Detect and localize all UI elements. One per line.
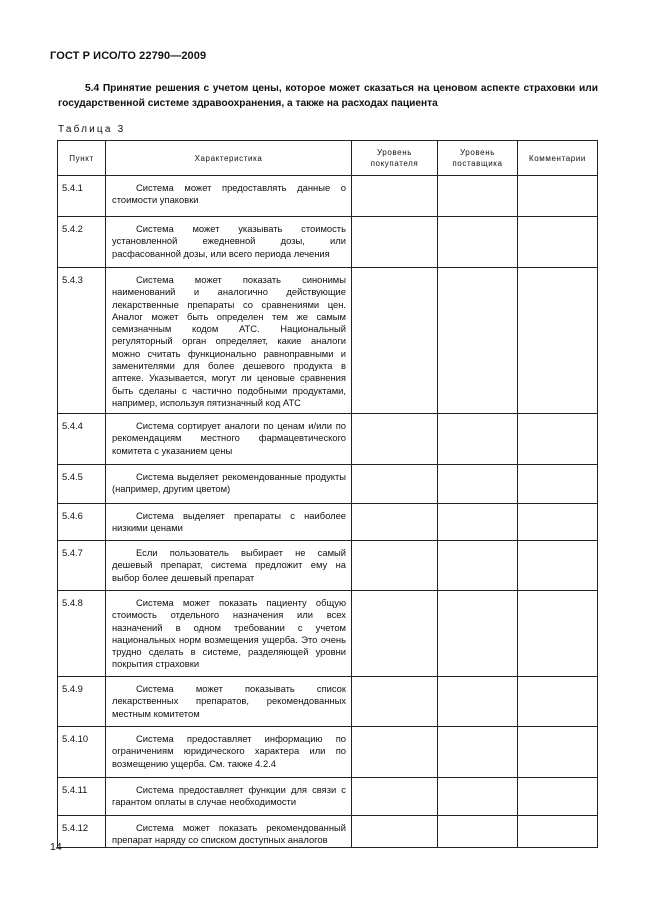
table-row — [58, 414, 598, 465]
page-number: 14 — [50, 841, 62, 853]
buyer-level-cell — [352, 268, 438, 414]
comments-cell — [518, 217, 598, 268]
comments-cell — [518, 677, 598, 727]
comments-cell — [518, 504, 598, 541]
supplier-level-cell — [438, 268, 518, 414]
column-header-characteristic: Характеристика — [106, 141, 352, 176]
buyer-level-cell — [352, 778, 438, 816]
row-description: Система может показывать список лекарственных препаратов, рекомендованных местным комитетом — [112, 683, 346, 719]
supplier-level-cell — [438, 541, 518, 591]
table-row — [58, 816, 598, 848]
supplier-level-cell — [438, 414, 518, 465]
supplier-level-cell — [438, 176, 518, 217]
buyer-level-cell — [352, 541, 438, 591]
comments-cell — [518, 268, 598, 414]
comments-cell — [518, 541, 598, 591]
row-number: 5.4.11 — [58, 778, 106, 816]
buyer-level-cell — [352, 414, 438, 465]
buyer-level-cell — [352, 504, 438, 541]
comments-cell — [518, 465, 598, 504]
document-standard-header: ГОСТ Р ИСО/ТО 22790—2009 — [50, 50, 207, 62]
row-description: Система выделяет рекомендованные продукты (например, другим цветом) — [112, 471, 346, 495]
comments-cell — [518, 816, 598, 848]
table-row — [58, 727, 598, 778]
buyer-level-cell — [352, 176, 438, 217]
comments-cell — [518, 591, 598, 677]
row-description: Если пользователь выбирает не самый дешевый препарат, система предложит ему на выбор более дешевый препарат — [112, 547, 346, 583]
row-number: 5.4.7 — [58, 541, 106, 591]
row-description: Система сортирует аналоги по ценам и/или по рекомендациям местного фармацевтического комитета с указанием цены — [112, 420, 346, 456]
row-description: Система предоставляет функции для связи с гарантом оплаты в случае необходимости — [112, 784, 346, 808]
supplier-level-cell — [438, 504, 518, 541]
table-row — [58, 677, 598, 727]
supplier-level-cell — [438, 727, 518, 778]
row-description: Система выделяет препараты с наиболее низкими ценами — [112, 510, 346, 534]
section-title: 5.4 Принятие решения с учетом цены, которое может сказаться на ценовом аспекте страховки или государственной системе здравоохранения, а также на расходах пациента — [58, 83, 598, 109]
row-number: 5.4.8 — [58, 591, 106, 677]
table-row — [58, 268, 598, 414]
supplier-level-cell — [438, 217, 518, 268]
row-number: 5.4.1 — [58, 176, 106, 217]
buyer-level-cell — [352, 465, 438, 504]
row-description: Система предоставляет информацию по ограничениям юридического характера или по возмещению ущерба. См. также 4.2.4 — [112, 733, 346, 769]
row-number: 5.4.10 — [58, 727, 106, 778]
row-number: 5.4.12 — [58, 816, 106, 848]
row-description: Система может показать синонимы наименований и аналогично действующие лекарственные препараты со сравнениями цен. Аналог может быть определен тем же самым семизначным кодом АТС. Национальный регуляторный орган определяет, какие аналоги можно считать функционально равноправными и заменителями для более дешевого продукта в аптеке. Указывается, могут ли ценовые сравнения быть сделаны с частично подобными продуктами, например, используя пятизначный код АТС — [112, 274, 346, 408]
row-description: Система может показать пациенту общую стоимость отдельного назначения или всех назначений в одном требовании с учетом национальных норм возмещения ущерба. Это очень трудно сделать в системе, разделяющей уровни покрытия страховки — [112, 597, 346, 670]
table-row — [58, 541, 598, 591]
supplier-level-cell — [438, 465, 518, 504]
table-header-row — [58, 141, 598, 176]
comments-cell — [518, 414, 598, 465]
row-number: 5.4.2 — [58, 217, 106, 268]
buyer-level-cell — [352, 591, 438, 677]
row-number: 5.4.9 — [58, 677, 106, 727]
buyer-level-cell — [352, 816, 438, 848]
row-description: Система может показать рекомендованный препарат наряду со списком доступных аналогов — [112, 822, 346, 846]
buyer-level-cell — [352, 677, 438, 727]
table-row — [58, 465, 598, 504]
column-header-comments: Комментарии — [518, 141, 598, 176]
column-header-supplier-level: Уровень поставщика — [438, 141, 518, 176]
row-number: 5.4.4 — [58, 414, 106, 465]
table-row — [58, 778, 598, 816]
supplier-level-cell — [438, 677, 518, 727]
requirements-table — [57, 140, 598, 848]
table-row — [58, 504, 598, 541]
column-header-buyer-level: Уровень покупателя — [352, 141, 438, 176]
row-description: Система может указывать стоимость установленной ежедневной дозы, или расфасованной дозы, или всего периода лечения — [112, 223, 346, 259]
supplier-level-cell — [438, 816, 518, 848]
supplier-level-cell — [438, 778, 518, 816]
comments-cell — [518, 176, 598, 217]
comments-cell — [518, 778, 598, 816]
table-caption: Таблица 3 — [58, 124, 126, 135]
table-row — [58, 176, 598, 217]
buyer-level-cell — [352, 727, 438, 778]
buyer-level-cell — [352, 217, 438, 268]
comments-cell — [518, 727, 598, 778]
column-header-item: Пункт — [58, 141, 106, 176]
supplier-level-cell — [438, 591, 518, 677]
row-number: 5.4.5 — [58, 465, 106, 504]
row-number: 5.4.3 — [58, 268, 106, 414]
row-description: Система может предоставлять данные о стоимости упаковки — [112, 182, 346, 206]
table-row — [58, 591, 598, 677]
table-row — [58, 217, 598, 268]
row-number: 5.4.6 — [58, 504, 106, 541]
